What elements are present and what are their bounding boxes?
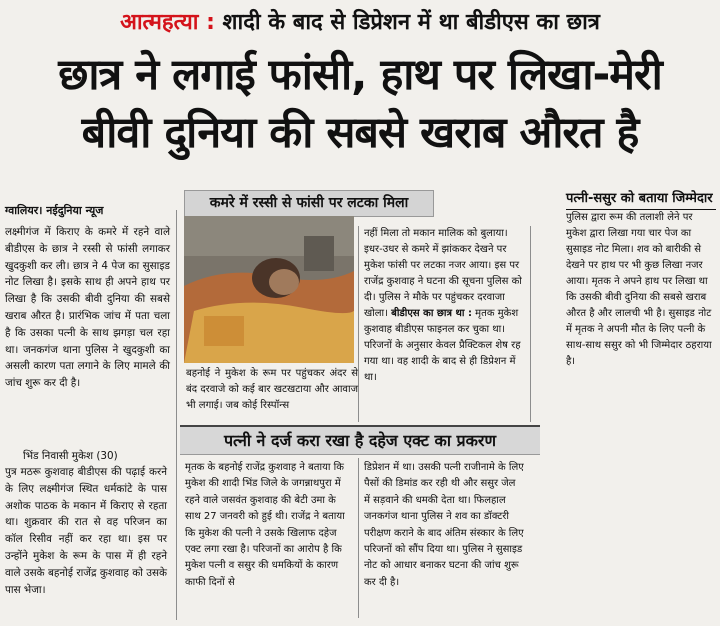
column-1-para-2: पुत्र मठरू कुशवाह बीडीएस की पढ़ाई करने के लिए लक्ष्मीगंज स्थित धर्मकांटे के पास अशोक पाठक के मकान में किराए से रहता था। शुक्रवार की रात से वह परिजन का कॉल रिसीव नहीं कर रहा था। इस पर उन्होंने मुकेश के रूम के पास में ही रहने वाले उसके बहनोई राजेंद्र कुशवाह को उसके पास भेजा। [5,466,167,596]
sidebar-text: पुलिस द्वारा रूम की तलाशी लेने पर मुकेश द्वारा लिखा गया चार पेज का सुसाइड नोट मिला। शव को बारीकी से देखने पर हाथ पर भी कुछ लिखा नजर आया। मृतक ने अपने हाथ पर लिखा था कि उसकी बीवी दुनिया की सबसे खराब औरत है और लालची भी है। सुसाइड नोट में मृतक ने अपनी मौत के लिए पत्नी के साथ-साथ ससुर को भी जिम्मेदार ठहराया है। [566,212,712,367]
kicker-text: शादी के बाद से डिप्रेशन में था बीडीएस का छात्र [222,10,600,35]
headline-line-1: छात्र ने लगाई फांसी, हाथ पर लिखा-मेरी [58,50,662,100]
kicker-line [0,6,720,36]
column-1-para-2-start: भिंड निवासी मुकेश (30) [23,450,118,462]
dateline: ग्वालियर। नईदुनिया न्यूज [5,204,104,217]
photo-section-banner: कमरे में रस्सी से फांसी पर लटका मिला [184,190,434,217]
middle-column-text-2: मृतक मुकेश कुशवाह बीडीएस फाइनल कर चुका था। परिजनों के अनुसार केवल प्रैक्टिकल शेष रह गया था। वह शादी के बाद से ही डिप्रेशन में था। [364,308,521,383]
kicker-label: आत्महत्या : [120,10,215,35]
photo-illustration [184,216,354,363]
column-divider [530,226,531,422]
news-photo [184,216,354,363]
middle-column [364,226,524,386]
column-divider [176,210,177,620]
bottom-section-banner: पत्नी ने दर्ज करा रखा है दहेज एक्ट का प्रकरण [180,425,540,455]
bottom-column-a: मृतक के बहनोई राजेंद्र कुशवाह ने बताया कि मुकेश की शादी भिंड जिले के जगन्नाथपुरा में रहने वाले जसवंत कुशवाह की बेटी उमा के साथ 27 जनवरी को हुई थी। राजेंद्र ने बताया कि मुकेश की पत्नी ने उसके खिलाफ दहेज एक्ट लगा रखा है। परिजनों का आरोप है कि मुकेश पत्नी व ससुर की धमकियों के कारण काफी दिनों से [185,462,345,588]
bottom-column-b: डिप्रेशन में था। उसकी पत्नी राजीनामे के लिए पैसों की डिमांड कर रही थी और ससुर जेल में सड़वाने की धमकी देता था। फिलहाल जनकगंज थाना पुलिस ने शव का डॉक्टरी परीक्षण कराने के बाद अंतिम संस्कार के लिए परिजनों को सौंप दिया था। पुलिस ने सुसाइड नोट को आधार बनाकर घटना की जांच शुरू कर दी है। [364,462,524,588]
photo-caption: बहनोई ने मुकेश के रूम पर पहुंचकर अंदर से बंद दरवाजे को कई बार खटखटाया और आवाज भी लगाई। जब कोई रिस्पॉन्स [186,368,358,411]
subheading-bds-student: बीडीएस का छात्र था : [391,308,472,319]
column-divider [358,458,359,618]
column-divider [358,226,359,422]
headline-line-2: बीवी दुनिया की सबसे खराब औरत है [81,108,639,158]
headline [0,46,720,162]
middle-column-text: नहीं मिला तो मकान मालिक को बुलाया। इधर-उधर से कमरे में झांककर देखने पर मुकेश फांसी पर लटका नजर आया। इस पर राजेंद्र कुशवाह ने घटना की सूचना पुलिस को दी। पुलिस ने मौके पर पहुंचकर दरवाजा खोला। [364,228,522,319]
sidebar-heading: पत्नी-ससुर को बताया जिम्मेदार [566,188,716,210]
column-1-para-1: लक्ष्मीगंज में किराए के कमरे में रहने वाले बीडीएस के छात्र ने रस्सी से फांसी लगाकर खुदकुशी कर ली। छात्र ने 4 पेज का सुसाइड नोट लिखा है। इसके साथ ही अपने हाथ पर लिखा है कि उसकी बीवी दुनिया की सबसे खराब औरत है। प्रारंभिक जांच में पता चला है कि उसका पत्नी के साथ झगड़ा चल रहा था। जनकगंज थाना पुलिस ने खुदकुशी का असली कारण पता लगाने के लिए मामले की जांच शुरू कर दी है। [5,226,170,390]
